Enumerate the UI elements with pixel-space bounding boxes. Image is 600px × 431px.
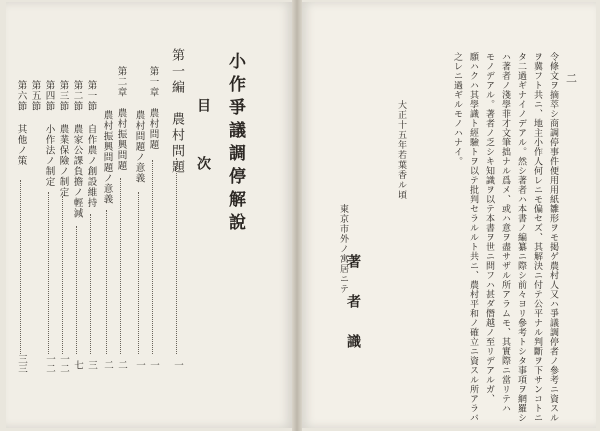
body-text-column: 願ハクハ其學識ト經驗トヲ以テ批判セラルルト共ニ、農村平和ノ確立ニ資スル所アラバ <box>468 52 478 423</box>
toc-page-number: 一 <box>172 360 183 370</box>
toc-sub-entry: 自作農ノ創設維持 <box>85 124 97 208</box>
toc-heading: 目 次 <box>195 98 211 184</box>
toc-leader <box>176 158 177 354</box>
toc-leader <box>62 196 63 354</box>
author-location: 東京市外ノ寓居ニテ <box>338 204 348 294</box>
toc-page-number: 一二 <box>44 354 55 373</box>
body-text-column: 令條文ヲ摘萃シ商調停事件便用用紙雛形ヲモ掲ゲ農村人又ハ爭議調停者ノ參考ニ資スル <box>548 52 558 423</box>
toc-sub-entry: 其他ノ策 <box>15 124 27 166</box>
toc-leader <box>76 226 77 354</box>
toc-chapter-label: 第一章 農村問題 <box>147 66 159 150</box>
toc-leader <box>152 160 153 354</box>
toc-sub-entry: 小作法ノ制定 <box>43 124 55 187</box>
toc-leader <box>20 180 21 354</box>
toc-chapter-label: 第二章 農村振興問題 <box>115 66 127 171</box>
toc-leader <box>106 210 107 354</box>
toc-section-label: 第五節 <box>29 80 41 112</box>
toc-leader <box>90 214 91 354</box>
toc-sub-entry: 農村振興問題ノ意義 <box>101 110 113 205</box>
toc-page-number: 一 <box>134 360 145 370</box>
toc-sub-entry: 農業保險ノ制定 <box>57 124 69 198</box>
toc-page-number: 三三 <box>16 354 27 373</box>
toc-section-label: 第二節 <box>71 80 83 112</box>
body-text-column: ヲ冀フト共ニ、地主小作人何レニモ偏セズ、其解決ニ付テ公平ナル判斷ヲ下サンコトニ <box>532 52 542 423</box>
author-signature: 著者識 <box>345 254 361 374</box>
toc-section-label: 第六節 <box>15 80 27 112</box>
toc-page-number: 二 <box>116 360 127 370</box>
body-text-column: モノデアル。著者ノ乏シキ知識ヲ以テ本書ヲ世ニ問フハ甚ダ僭越ノ至リデアルガ、 <box>484 52 494 404</box>
book-gutter <box>292 0 302 431</box>
toc-page-number: 二 <box>102 360 113 370</box>
toc-page-number: 三 <box>86 360 97 370</box>
toc-section-label: 第一節 <box>85 80 97 112</box>
toc-page-number: 七 <box>72 360 83 370</box>
toc-leader <box>120 178 121 354</box>
toc-page-number: 一二 <box>58 354 69 373</box>
toc-leader <box>48 192 49 354</box>
toc-section-label: 第四節 <box>43 80 55 112</box>
body-text-column: タ二過ギナイノデアル。然シ著者ハ本書ノ編纂ニ際シ前々ヨリ參考トシタ事項ヲ網羅シ <box>516 52 526 423</box>
toc-leader <box>138 192 139 354</box>
book-title: 小作爭議調停解說 <box>225 52 245 236</box>
toc-page-number: 一 <box>148 360 159 370</box>
toc-sub-entry: 農村問題ノ意義 <box>133 110 145 184</box>
date-line: 大正十五年若葉香ル頃 <box>396 100 406 200</box>
page-number: 二 <box>566 72 577 85</box>
toc-section-label: 第三節 <box>57 80 69 112</box>
body-text-column: 之レニ過ギルモノハナイ。 <box>452 52 462 166</box>
toc-sub-entry: 農家公課負擔ノ輕減 <box>71 124 83 219</box>
toc-part-title: 第一編 農村問題 <box>169 48 184 176</box>
body-text-column: ハ著者ノ淺學菲才文筆拙ナル爲メ、或ハ意ヲ盡サザル所アラムモ、其實際ニ當リテハ <box>500 52 510 413</box>
